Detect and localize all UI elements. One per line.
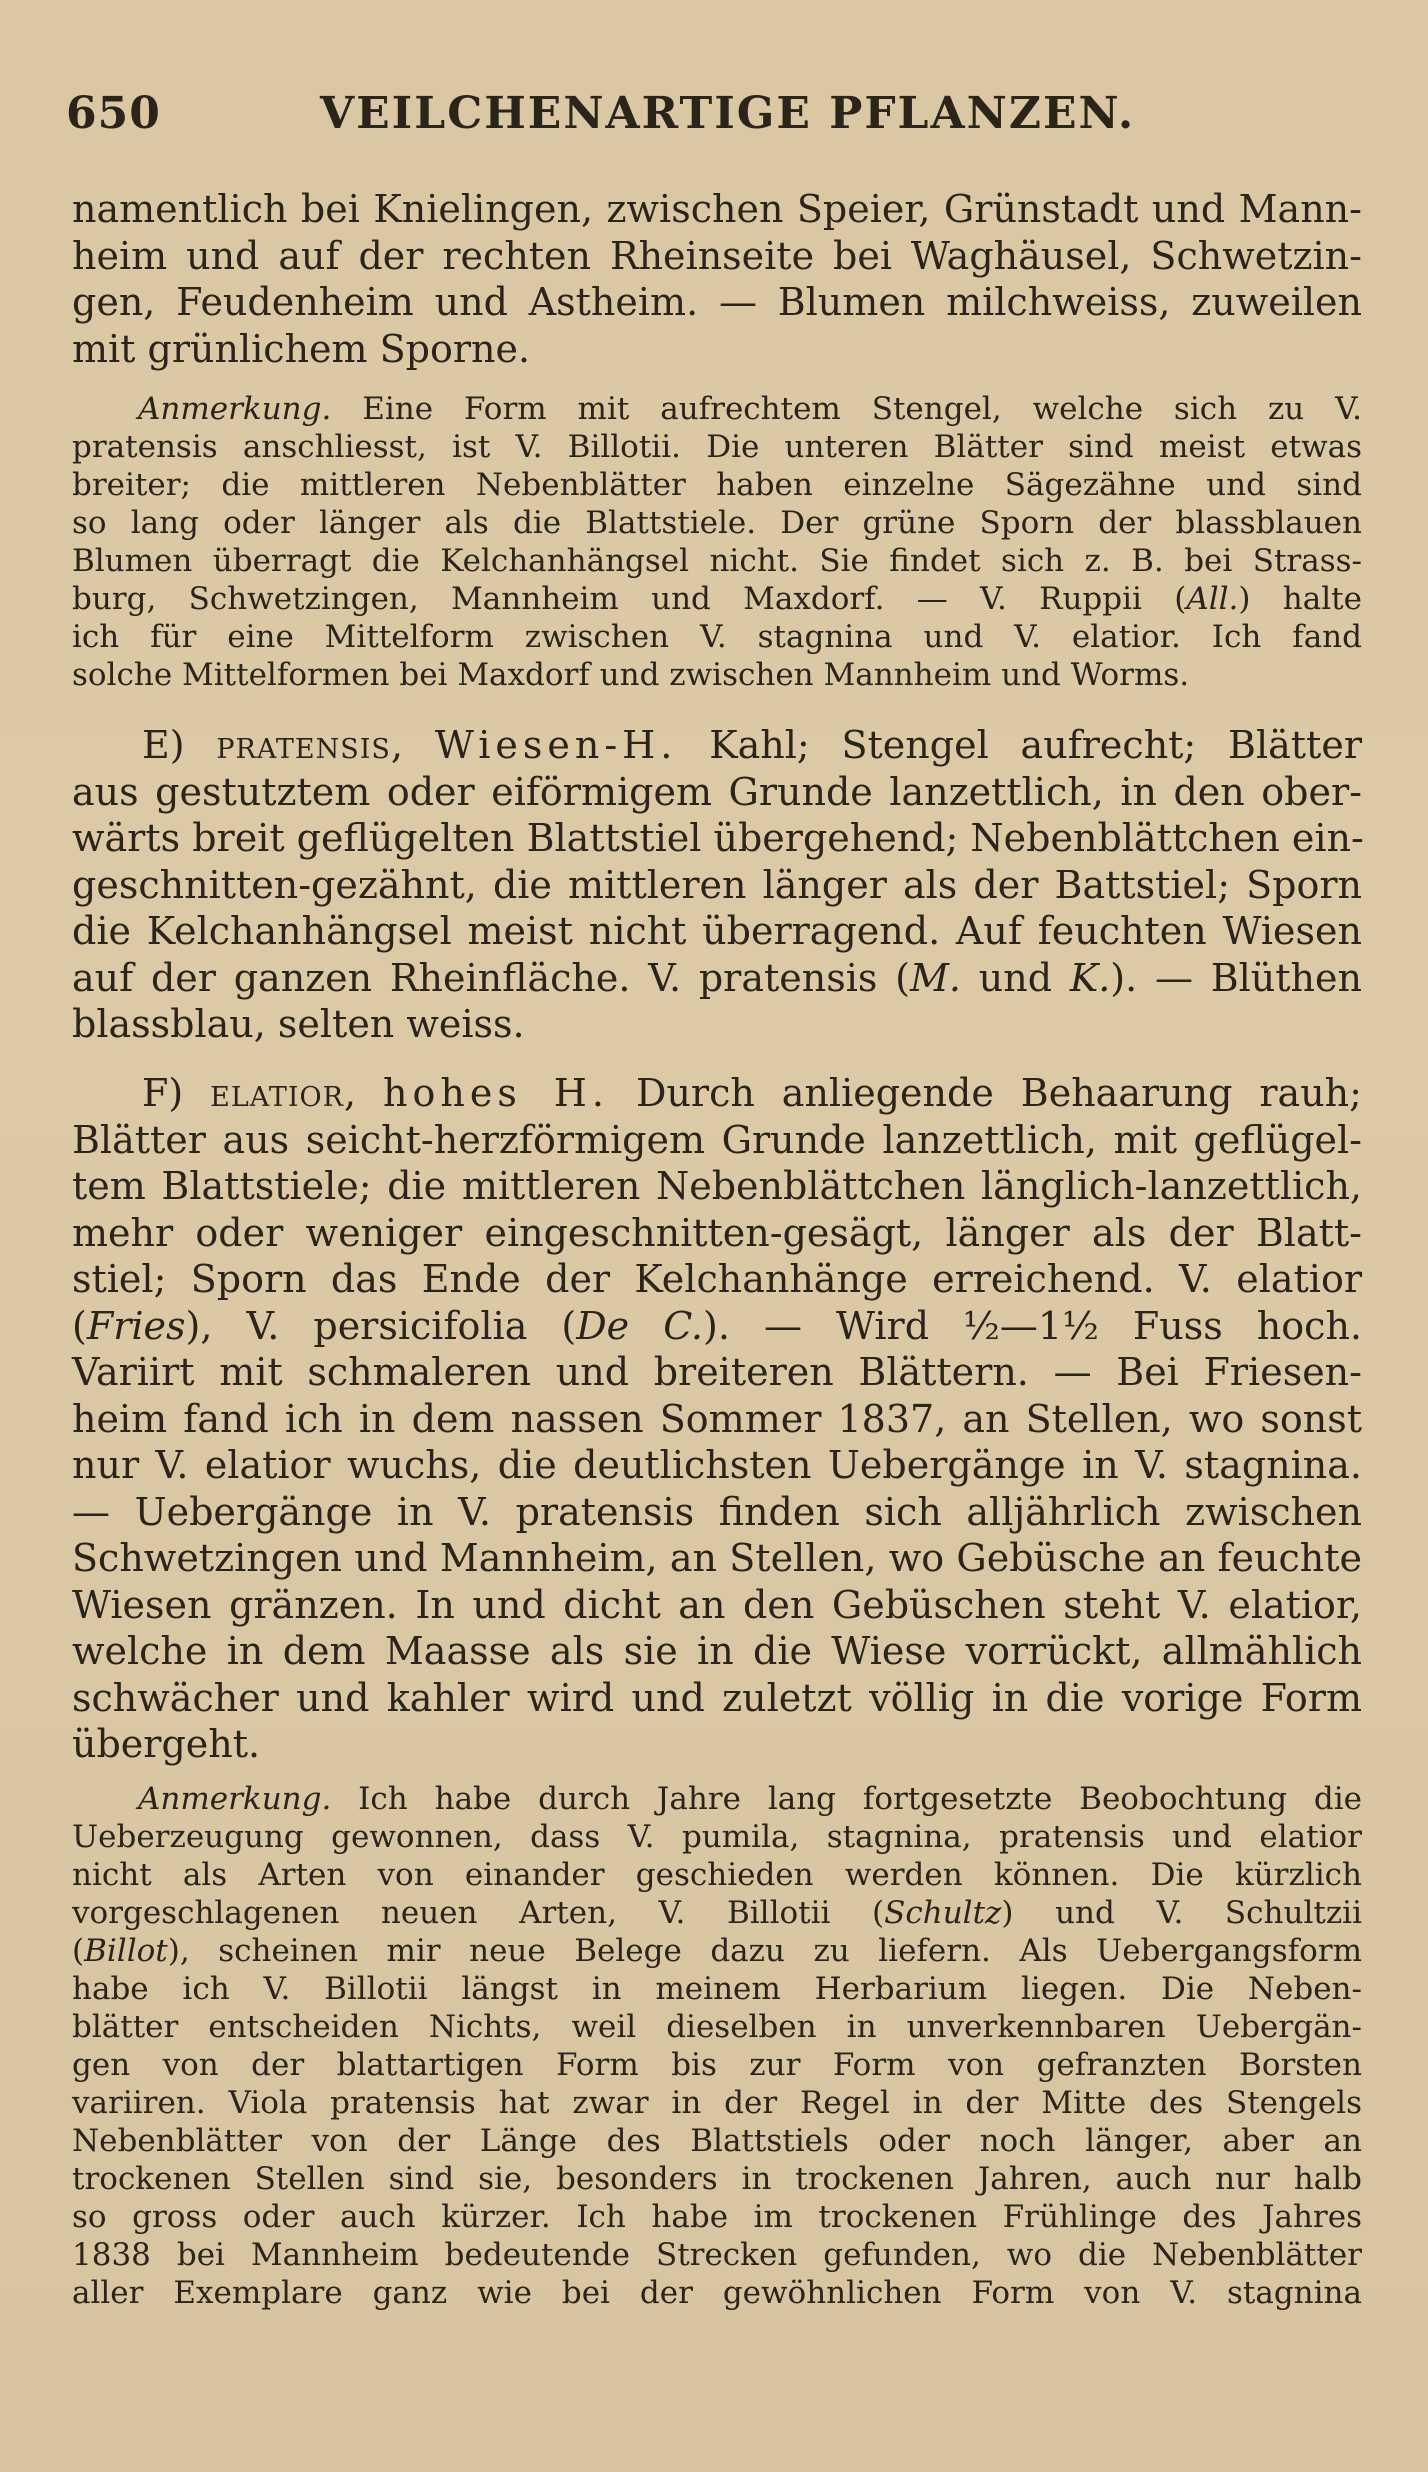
text-line: gen, Feudenheim und Astheim. — Blumen milchweiss, zuweilen (72, 280, 1362, 324)
text-line: welche in dem Maasse als sie in die Wiese vorrückt, allmählich (72, 1629, 1362, 1673)
text-line: so lang oder länger als die Blattstiele. Der grüne Sporn der blassblauen (72, 505, 1362, 541)
text-line: vorgeschlagenen neuen Arten, V. Billotii (Schultz) und V. Schultzii (72, 1895, 1362, 1931)
text-line: auf der ganzen Rheinfläche. V. pratensis (M. und K.). — Blüthen (72, 955, 1362, 1000)
text-line: pratensis anschliesst, ist V. Billotii. Die unteren Blätter sind meist etwas (72, 429, 1362, 465)
text-line: mehr oder weniger eingeschnitten-gesägt, länger als der Blatt- (72, 1210, 1362, 1255)
page-number: 650 (66, 88, 161, 139)
text-line: (Fries), V. persicifolia (De C.). — Wird ½—1½ Fuss hoch. (72, 1303, 1362, 1348)
text-line: Schwetzingen und Mannheim, an Stellen, wo Gebüsche an feuchte (72, 1536, 1362, 1580)
text-line: solche Mittelformen bei Maxdorf und zwischen Mannheim und Worms. (72, 657, 1190, 693)
taxon-name: elatior (210, 1071, 344, 1115)
text-line: aus gestutztem oder eiförmigem Grunde lanzettlich, in den ober- (72, 769, 1362, 814)
running-head: VEILCHENARTIGE PFLANZEN. (320, 88, 1136, 139)
paragraph-continuation (72, 186, 1362, 372)
text-line: nur V. elatior wuchs, die deutlichsten Uebergänge in V. stagnina. (72, 1443, 1362, 1487)
text-line: Wiesen gränzen. In und dicht an den Gebüschen steht V. elatior, (72, 1582, 1362, 1627)
text-line: — Uebergänge in V. pratensis finden sich alljährlich zwischen (72, 1489, 1362, 1534)
text-line: ich für eine Mittelform zwischen V. stagnina und V. elatior. Ich fand (72, 619, 1362, 655)
text-line: so gross oder auch kürzer. Ich habe im trockenen Frühlinge des Jahres (72, 2199, 1362, 2235)
text-line: mit grünlichem Sporne. (72, 326, 531, 371)
section-e-pratensis (72, 722, 1362, 1048)
text-line: Ueberzeugung gewonnen, dass V. pumila, stagnina, pratensis und elatior (72, 1819, 1362, 1855)
taxon-name: pratensis (216, 723, 391, 767)
text-line: übergeht. (72, 1722, 261, 1766)
text-line: Blumen überragt die Kelchanhängsel nicht. Sie findet sich z. B. bei Strass- (72, 543, 1362, 579)
text-line: Anmerkung. Eine Form mit aufrechtem Stengel, welche sich zu V. (138, 391, 1362, 427)
text-line: breiter; die mittleren Nebenblätter haben einzelne Sägezähne und sind (72, 467, 1362, 503)
text-line: E) pratensis, Wiesen-H. Kahl; Stengel aufrecht; Blätter (142, 723, 1362, 767)
text-line: trockenen Stellen sind sie, besonders in trockenen Jahren, auch nur halb (72, 2161, 1362, 2197)
note-label: Anmerkung. (138, 1781, 332, 1817)
text-line: nicht als Arten von einander geschieden werden können. Die kürzlich (72, 1857, 1362, 1893)
text-line: gen von der blattartigen Form bis zur Form von gefranzten Borsten (72, 2047, 1362, 2083)
page-header (66, 88, 1366, 148)
text-line: F) elatior, hohes H. Durch anliegende Behaarung rauh; (142, 1071, 1362, 1115)
note-anmerkung-2 (72, 1780, 1362, 2312)
text-line: burg, Schwetzingen, Mannheim und Maxdorf. — V. Ruppii (All.) halte (72, 581, 1362, 617)
text-line: blätter entscheiden Nichts, weil dieselben in unverkennbaren Uebergän- (72, 2009, 1362, 2045)
text-line: (Billot), scheinen mir neue Belege dazu zu liefern. Als Uebergangsform (72, 1933, 1362, 1969)
text-line: blassblau, selten weiss. (72, 1002, 525, 1046)
text-line: die Kelchanhängsel meist nicht überragend. Auf feuchten Wiesen (72, 909, 1362, 953)
note-anmerkung-1 (72, 390, 1362, 694)
common-name: hohes H. (383, 1071, 610, 1115)
text-line: aller Exemplare ganz wie bei der gewöhnlichen Form von V. stagnina (72, 2275, 1362, 2311)
note-label: Anmerkung. (138, 391, 332, 427)
text-line: namentlich bei Knielingen, zwischen Speier, Grünstadt und Mann- (72, 187, 1362, 231)
text-line: tem Blattstiele; die mittleren Nebenblättchen länglich-lanzettlich, (72, 1164, 1362, 1208)
text-line: stiel; Sporn das Ende der Kelchanhänge erreichend. V. elatior (72, 1257, 1362, 1301)
common-name: Wiesen-H. (434, 723, 678, 767)
text-line: Nebenblätter von der Länge des Blattstiels oder noch länger, aber an (72, 2123, 1362, 2159)
text-line: 1838 bei Mannheim bedeutende Strecken gefunden, wo die Nebenblätter (72, 2237, 1362, 2273)
text-line: Blätter aus seicht-herzförmigem Grunde lanzettlich, mit geflügel- (72, 1117, 1362, 1162)
text-line: schwächer und kahler wird und zuletzt völlig in die vorige Form (72, 1675, 1362, 1720)
text-line: Anmerkung. Ich habe durch Jahre lang fortgesetzte Beobochtung die (138, 1781, 1362, 1817)
text-line: heim fand ich in dem nassen Sommer 1837, an Stellen, wo sonst (72, 1396, 1362, 1441)
text-line: Variirt mit schmaleren und breiteren Blättern. — Bei Friesen- (72, 1350, 1362, 1394)
text-line: geschnitten-gezähnt, die mittleren länger als der Battstiel; Sporn (72, 862, 1362, 907)
text-line: habe ich V. Billotii längst in meinem Herbarium liegen. Die Neben- (72, 1971, 1362, 2007)
text-line: heim und auf der rechten Rheinseite bei Waghäusel, Schwetzin- (72, 233, 1362, 278)
section-f-elatior (72, 1070, 1362, 1768)
text-line: wärts breit geflügelten Blattstiel übergehend; Nebenblättchen ein- (72, 816, 1364, 860)
text-line: variiren. Viola pratensis hat zwar in der Regel in der Mitte des Stengels (72, 2085, 1362, 2121)
